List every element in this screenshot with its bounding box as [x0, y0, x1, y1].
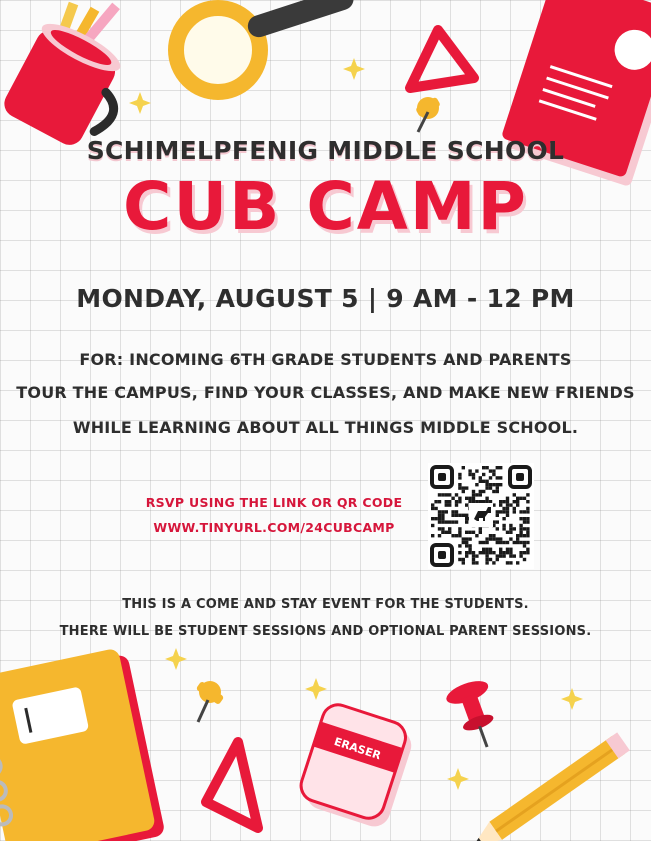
notebook-icon: [0, 646, 166, 841]
magnifying-glass-icon: [176, 0, 356, 92]
thumbtack-icon: [415, 97, 441, 132]
pencil-icon: [466, 732, 629, 841]
eraser-label: ERASER: [332, 735, 383, 763]
info-line-activities: TOUR THE CAMPUS, FIND YOUR CLASSES, AND MAKE NEW FRIENDS: [16, 383, 635, 402]
triangle-ruler-icon: [206, 742, 258, 828]
bottom-decorations: [0, 640, 651, 841]
info-line-audience: FOR: INCOMING 6TH GRADE STUDENTS AND PARENTS: [79, 350, 572, 369]
thumbtack-icon: [444, 677, 508, 755]
school-name: SCHIMELPFENIG MIDDLE SCHOOL: [86, 136, 565, 165]
event-title: CUB CAMP: [123, 168, 528, 245]
qr-code[interactable]: [428, 463, 534, 569]
rsvp-instructions: RSVP USING THE LINK OR QR CODE: [145, 495, 403, 510]
footer-line-sessions: THERE WILL BE STUDENT SESSIONS AND OPTIONAL PARENT SESSIONS.: [59, 624, 592, 639]
info-line-learning: WHILE LEARNING ABOUT ALL THINGS MIDDLE SCHOOL.: [72, 418, 579, 437]
footer-line-event-type: THIS IS A COME AND STAY EVENT FOR THE STUDENTS.: [122, 597, 529, 612]
triangle-ruler-icon: [410, 30, 474, 88]
rsvp-link[interactable]: WWW.TINYURL.COM/24CUBCAMP: [153, 520, 395, 535]
eraser-icon: [295, 701, 417, 831]
pencil-cup-icon: [0, 2, 140, 158]
event-date-time: MONDAY, AUGUST 5 | 9 AM - 12 PM: [76, 284, 575, 313]
thumbtack-icon: [196, 681, 225, 722]
